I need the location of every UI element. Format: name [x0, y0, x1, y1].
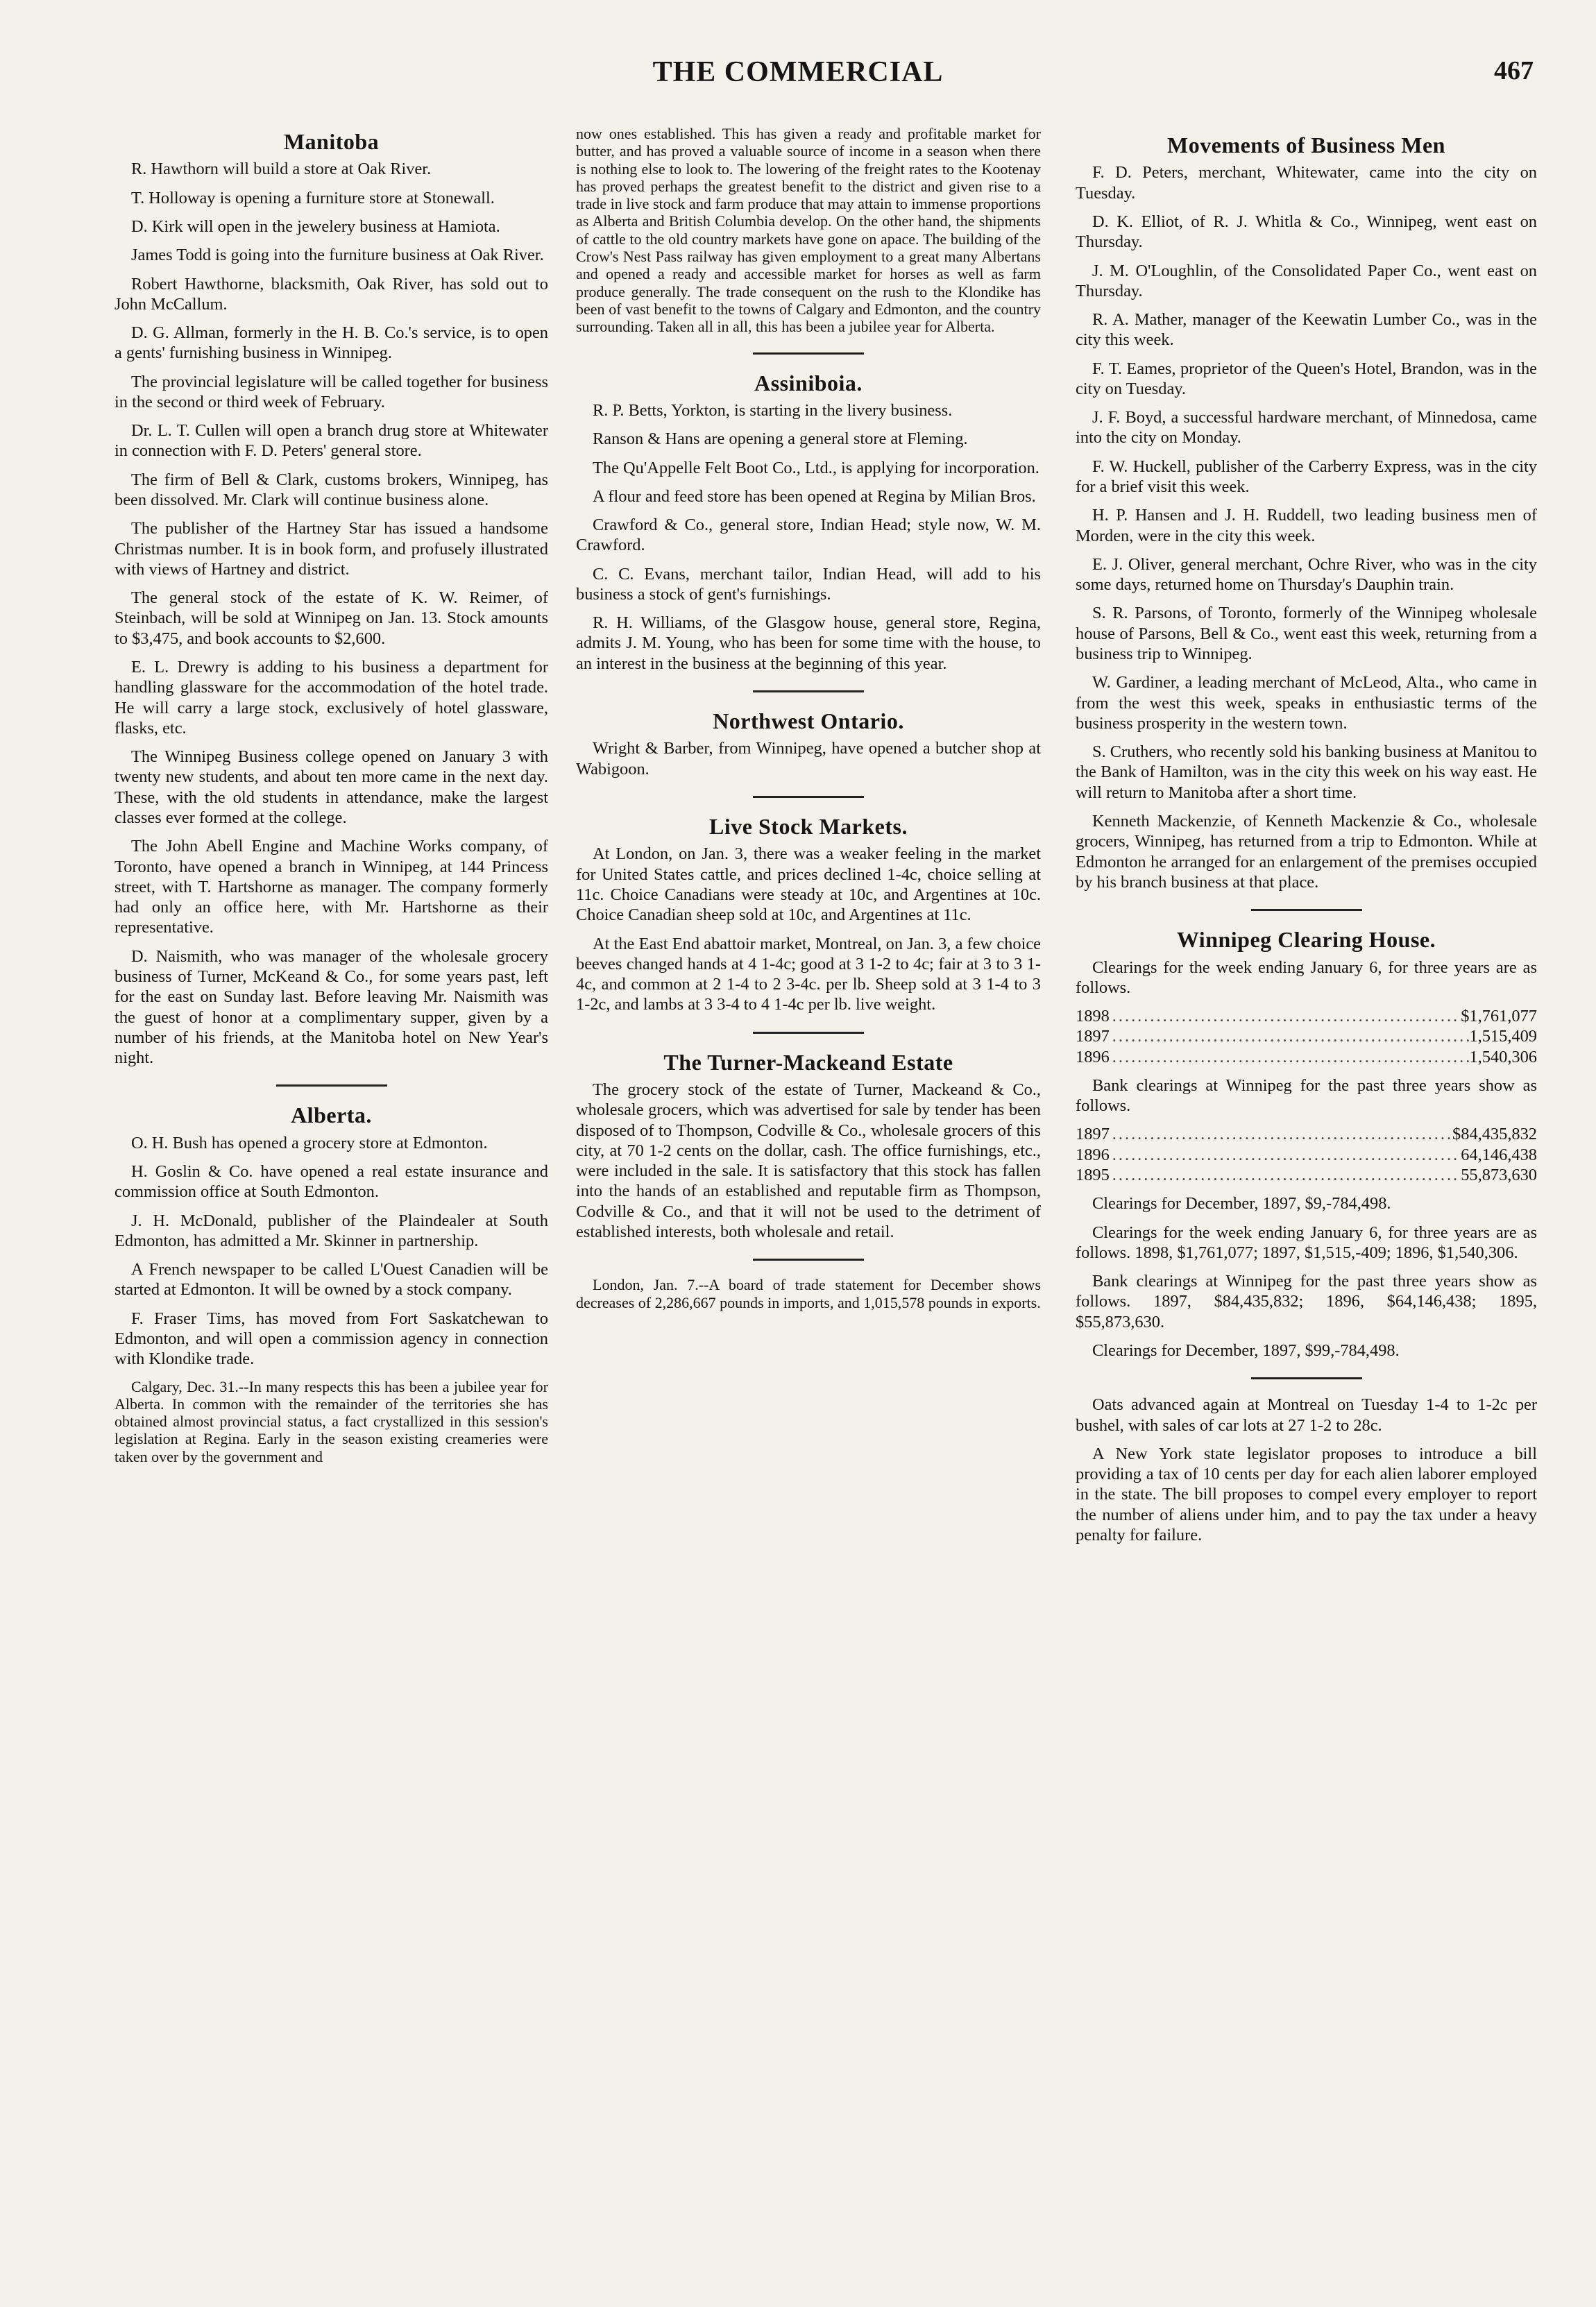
- news-item: A New York state legislator proposes to introduce a bill providing a tax of 10 cents per day for each alien laborer employed in the state. The bill proposes to compel every employer to report the number of aliens under him, and to pay the tax under a heavy penalty for failure.: [1076, 1444, 1537, 1544]
- news-item: S. Cruthers, who recently sold his banking business at Manitou to the Bank of Hamilton, was in the city this week on his way east. He will return to Manitoba after a short time.: [1076, 742, 1537, 802]
- section-divider: [753, 352, 864, 355]
- news-item: James Todd is going into the furniture business at Oak River.: [131, 246, 544, 265]
- running-head: [0, 56, 1596, 97]
- column-right: [1076, 125, 1537, 2265]
- news-item: The general stock of the estate of K. W. Reimer, of Steinbach, will be sold at Winnipeg on Jan. 13. Stock amounts to $3,475, and book accounts to $2,600.: [114, 588, 548, 648]
- stat-amount: 1,515,409: [1469, 1027, 1537, 1046]
- news-item: A French newspaper to be called L'Ouest Canadien will be started at Edmonton. It will be owned by a stock company.: [114, 1260, 548, 1300]
- leader-dots: [1110, 1047, 1470, 1067]
- page-number: 467: [1494, 56, 1534, 85]
- weekly-clearings-table: [1076, 1006, 1537, 1067]
- clearing-repeat: Clearings for the week ending January 6, for three years are as follows. 1898, $1,761,077; 1897, $1,515,-409; 1896, $1,540,306.: [1076, 1223, 1537, 1262]
- annual-clearings-table: [1076, 1124, 1537, 1185]
- news-item: E. L. Drewry is adding to his business a department for handling glassware for the accommodation of the hotel trade. He will carry a large stock, exclusively of hotel glassware, flasks, etc.: [114, 658, 548, 738]
- news-item: The provincial legislature will be called together for business in the second or third week of February.: [114, 372, 548, 411]
- section-divider: [1251, 909, 1362, 911]
- news-item: F. D. Peters, merchant, Whitewater, came into the city on Tuesday.: [1076, 163, 1537, 203]
- stat-year: 1898: [1076, 1007, 1110, 1026]
- news-item: R. Hawthorn will build a store at Oak River.: [131, 160, 432, 179]
- news-item: R. H. Williams, of the Glasgow house, general store, Regina, admits J. M. Young, who has been for some time with the house, to an interest in the business at the beginning of this year.: [576, 613, 1041, 673]
- news-item: C. C. Evans, merchant tailor, Indian Head, will add to his business a stock of gent's furnishings.: [576, 564, 1041, 604]
- news-item: The publisher of the Hartney Star has issued a handsome Christmas number. It is in book form, and profusely illustrated with views of Hartney and district.: [114, 519, 548, 579]
- news-item: Wright & Barber, from Winnipeg, have opened a butcher shop at Wabigoon.: [576, 739, 1041, 778]
- news-item: R. P. Betts, Yorkton, is starting in the livery business.: [593, 400, 953, 420]
- news-item: The Qu'Appelle Felt Boot Co., Ltd., is applying for incorporation.: [593, 458, 1039, 477]
- section-heading-manitoba: Manitoba: [283, 129, 380, 154]
- news-item: The John Abell Engine and Machine Works company, of Toronto, have opened a branch in Winnipeg, at 144 Princess street, with T. Hartshorne as manager. The company formerly had only an office here, with Mr. Hartshorne as their representative.: [114, 837, 548, 937]
- stat-amount: $84,435,832: [1452, 1125, 1537, 1144]
- stat-year: 1896: [1076, 1047, 1110, 1066]
- news-item: A flour and feed store has been opened at Regina by Milian Bros.: [593, 486, 1036, 506]
- calgary-dispatch: Calgary, Dec. 31.--In many respects this has been a jubilee year for Alberta. In common with the remainder of the territories she has obtained almost provincial status, a fact crystallized in this session's legislation at Regina. Early in the season existing creameries were taken over by the government and: [114, 1377, 548, 1465]
- news-item: The Winnipeg Business college opened on January 3 with twenty new students, and about ten more came in the next day. These, with the old students in attendance, make the largest classes ever formed at the college.: [114, 747, 548, 827]
- news-item: Kenneth Mackenzie, of Kenneth Mackenzie & Co., wholesale grocers, Winnipeg, has returned from a trip to Edmonton. While at Edmonton he arranged for an enlargement of the premises occupied by his branch business at that place.: [1076, 811, 1537, 892]
- leader-dots: [1110, 1145, 1461, 1165]
- leader-dots: [1110, 1006, 1461, 1026]
- stat-row: [1076, 1006, 1537, 1026]
- section-divider: [753, 1259, 864, 1261]
- section-heading-live-stock: Live Stock Markets.: [709, 814, 908, 839]
- stat-amount: 55,873,630: [1461, 1166, 1537, 1185]
- news-item: H. P. Hansen and J. H. Ruddell, two leading business men of Morden, were in the city this week.: [1076, 506, 1537, 545]
- news-item: At the East End abattoir market, Montreal, on Jan. 3, a few choice beeves changed hands at 4 1-4c; good at 3 1-2 to 4c; fair at 3 to 3 1-4c, and common at 2 1-4 to 2 3-4c. per lb. Sheep sold at 3 1-4 to 3 1-2c, and lambs at 3 3-4 to 4 1-4c per lb. live weight.: [576, 934, 1041, 1014]
- stat-row: [1076, 1047, 1537, 1067]
- section-heading-turner-mackeand: The Turner-Mackeand Estate: [663, 1049, 953, 1075]
- leader-dots: [1110, 1124, 1452, 1144]
- news-item: Crawford & Co., general store, Indian Head; style now, W. M. Crawford.: [576, 516, 1041, 555]
- stat-amount: 64,146,438: [1461, 1145, 1537, 1164]
- leader-dots: [1110, 1026, 1470, 1046]
- section-heading-clearing-house: Winnipeg Clearing House.: [1176, 927, 1436, 953]
- clearing-repeat: Bank clearings at Winnipeg for the past three years show as follows. 1897, $84,435,832; 1896, $64,146,438; 1895, $55,873,630.: [1076, 1272, 1537, 1331]
- stat-year: 1897: [1076, 1027, 1110, 1046]
- stat-amount: 1,540,306: [1469, 1047, 1537, 1066]
- news-item: J. F. Boyd, a successful hardware merchant, of Minnedosa, came into the city on Monday.: [1076, 408, 1537, 448]
- calgary-dispatch-continued: now ones established. This has given a ready and profitable market for butter, and has proved a valuable source of income in a season when there is nothing else to look to. The lowering of the freight rates to the Kootenay has proved perhaps the greatest benefit to the district and given rise to a trade in live stock and farm produce that may attain to immense proportions as Alberta and British Columbia develop. On the other hand, the shipments of cattle to the old country markets have gone on apace. The building of the Crow's Nest Pass railway has given employment to a great many Albertans and opened a ready and accessible market for horses as well as farm produce generally. The trade consequent on the rush to the Klondike has been of vast benefit to the towns of Calgary and Edmonton, and the country surrounding. Taken all in all, this has been a jubilee year for Alberta.: [576, 125, 1041, 336]
- news-item: T. Holloway is opening a furniture store at Stonewall.: [131, 188, 495, 207]
- column-middle: [576, 125, 1041, 2265]
- stat-year: 1896: [1076, 1145, 1110, 1164]
- news-item: F. Fraser Tims, has moved from Fort Saskatchewan to Edmonton, and will open a commission agency in connection with Klondike trade.: [114, 1309, 548, 1369]
- stat-amount: $1,761,077: [1461, 1007, 1537, 1026]
- leader-dots: [1110, 1165, 1461, 1185]
- stat-year: 1895: [1076, 1166, 1110, 1185]
- stat-row: [1076, 1026, 1537, 1046]
- news-item: D. K. Elliot, of R. J. Whitla & Co., Winnipeg, went east on Thursday.: [1076, 212, 1537, 252]
- stat-row: [1076, 1145, 1537, 1165]
- london-dispatch: London, Jan. 7.--A board of trade statement for December shows decreases of 2,286,667 pounds in imports, and 1,015,578 pounds in exports.: [576, 1276, 1041, 1311]
- news-item: D. Kirk will open in the jewelery business at Hamiota.: [131, 216, 500, 236]
- news-item: D. Naismith, who was manager of the wholesale grocery business of Turner, McKeand & Co., for some years past, left for the east on Sunday last. Before leaving Mr. Naismith was the guest of honor at a complimentary supper, given by a number of his friends, at the Manitoba hotel on New Year's night.: [114, 946, 548, 1068]
- section-divider: [1251, 1377, 1362, 1379]
- news-item: F. W. Huckell, publisher of the Carberry Express, was in the city for a brief visit this week.: [1076, 457, 1537, 497]
- publication-title: THE COMMERCIAL: [652, 56, 944, 88]
- stat-row: [1076, 1165, 1537, 1185]
- stat-year: 1897: [1076, 1125, 1110, 1144]
- news-item: R. A. Mather, manager of the Keewatin Lumber Co., was in the city this week.: [1076, 310, 1537, 350]
- news-item: Oats advanced again at Montreal on Tuesday 1-4 to 1-2c per bushel, with sales of car lots at 27 1-2 to 28c.: [1076, 1395, 1537, 1435]
- news-item: The grocery stock of the estate of Turner, Mackeand & Co., wholesale grocers, which was advertised for sale by tender has been disposed of to Thompson, Codville & Co., wholesale grocers of this city, at 70 1-2 cents on the dollar, cash. The office furnishings, etc., were included in the sale. It is satisfactory that this stock has fallen into the hands of an established and reputable firm as Thompson, Codville & Co., and that it will not be used to the detriment of established interests, both wholesale and retail.: [576, 1080, 1041, 1241]
- news-item: W. Gardiner, a leading merchant of McLeod, Alta., who came in from the west this week, speaks in enthusiastic terms of the business prosperity in the western town.: [1076, 673, 1537, 733]
- news-item: Robert Hawthorne, blacksmith, Oak River, has sold out to John McCallum.: [114, 274, 548, 314]
- section-heading-assiniboia: Assiniboia.: [754, 370, 863, 395]
- section-heading-alberta: Alberta.: [291, 1103, 372, 1128]
- news-item: S. R. Parsons, of Toronto, formerly of the Winnipeg wholesale house of Parsons, Bell & Co., went east this week, returning from a business trip to Winnipeg.: [1076, 604, 1537, 664]
- section-heading-movements: Movements of Business Men: [1167, 133, 1445, 158]
- news-item: E. J. Oliver, general merchant, Ochre River, who was in the city some days, returned home on Thursday's Dauphin train.: [1076, 554, 1537, 595]
- news-item: O. H. Bush has opened a grocery store at Edmonton.: [131, 1133, 488, 1152]
- news-item: Ranson & Hans are opening a general store at Fleming.: [593, 429, 968, 449]
- stat-row: [1076, 1124, 1537, 1144]
- clearing-december: Clearings for December, 1897, $9,-784,498.: [1092, 1194, 1391, 1214]
- news-item: At London, on Jan. 3, there was a weaker feeling in the market for United States cattle, and prices declined 1-4c, choice selling at 11c. Choice Canadians were steady at 10c, and Argentines at 10c. Choice Canadian sheep sold at 10c, and Argentines at 11c.: [576, 844, 1041, 925]
- news-item: H. Goslin & Co. have opened a real estate insurance and commission office at South Edmonton.: [114, 1162, 548, 1202]
- news-item: J. M. O'Loughlin, of the Consolidated Paper Co., went east on Thursday.: [1076, 261, 1537, 300]
- column-left: [114, 121, 548, 2265]
- section-divider: [753, 796, 864, 798]
- section-divider: [276, 1084, 387, 1087]
- news-item: D. G. Allman, formerly in the H. B. Co.'s service, is to open a gents' furnishing business in Winnipeg.: [114, 323, 548, 363]
- section-divider: [753, 1032, 864, 1034]
- news-item: Dr. L. T. Cullen will open a branch drug store at Whitewater in connection with F. D. Peters' general store.: [114, 421, 548, 461]
- news-item: The firm of Bell & Clark, customs brokers, Winnipeg, has been dissolved. Mr. Clark will continue business alone.: [114, 470, 548, 510]
- section-divider: [753, 690, 864, 692]
- section-heading-northwest-ontario: Northwest Ontario.: [713, 708, 904, 734]
- news-item: J. H. McDonald, publisher of the Plaindealer at South Edmonton, has admitted a Mr. Skinner in partnership.: [114, 1211, 548, 1250]
- clearing-intro: Bank clearings at Winnipeg for the past three years show as follows.: [1076, 1075, 1537, 1116]
- clearing-intro: Clearings for the week ending January 6, for three years are as follows.: [1076, 957, 1537, 997]
- news-item: F. T. Eames, proprietor of the Queen's Hotel, Brandon, was in the city on Tuesday.: [1076, 359, 1537, 398]
- clearing-repeat: Clearings for December, 1897, $99,-784,498.: [1092, 1341, 1400, 1360]
